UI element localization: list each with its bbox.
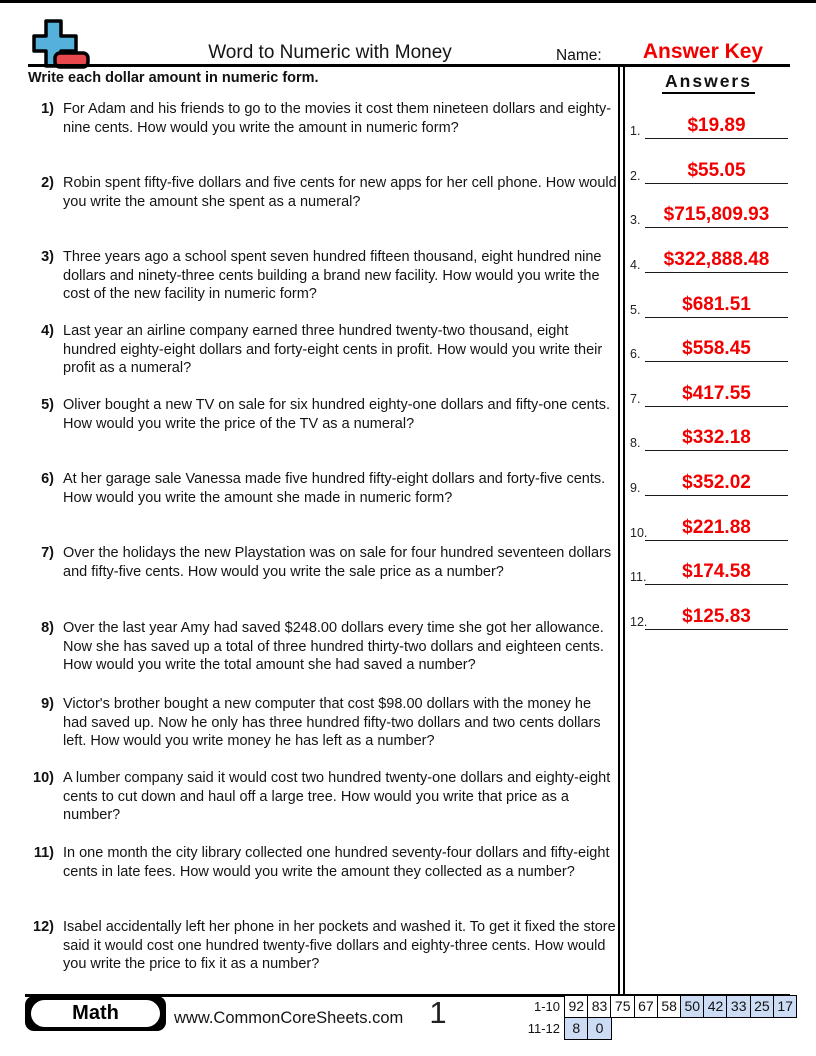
answer-number: 10. xyxy=(630,526,648,540)
score-cell: 50 xyxy=(680,995,705,1018)
answer-item-7 xyxy=(627,380,790,407)
question-number: 1) xyxy=(41,101,54,117)
score-cell: 58 xyxy=(657,995,682,1018)
question-number: 3) xyxy=(41,249,54,265)
question-item-7 xyxy=(28,544,620,581)
answer-line xyxy=(645,138,788,139)
answer-value: $332.18 xyxy=(682,427,751,448)
answer-number: 6. xyxy=(630,347,641,361)
answer-line xyxy=(645,584,788,585)
header-divider xyxy=(28,64,790,67)
question-text: Victor's brother bought a new computer that cost $98.00 dollars with the money he had saved up. Now he only has three hundred fifty-two dollars and two cents dollars left. How would you write money he has left as a number? xyxy=(63,696,601,750)
question-number: 2) xyxy=(41,175,54,191)
answer-item-10 xyxy=(627,514,790,541)
answer-item-12 xyxy=(627,603,790,630)
question-item-9 xyxy=(28,695,620,751)
answer-number: 8. xyxy=(630,436,641,450)
score-cell: 17 xyxy=(773,995,798,1018)
answer-value: $352.02 xyxy=(682,472,751,493)
score-cell: 0 xyxy=(587,1017,612,1040)
question-item-6 xyxy=(28,470,620,507)
question-item-3 xyxy=(28,248,620,304)
answer-item-5 xyxy=(627,291,790,318)
answer-number: 7. xyxy=(630,392,641,406)
question-item-5 xyxy=(28,396,620,433)
answer-line xyxy=(645,183,788,184)
answer-number: 2. xyxy=(630,169,641,183)
question-text: Over the last year Amy had saved $248.00 dollars every time she got her allowance. Now she has saved up a total of three hundred thirty-two dollars and eighteen cents. How would you write the total amount she had saved a number? xyxy=(63,620,604,674)
answer-value: $715,809.93 xyxy=(663,204,770,225)
question-text: Oliver bought a new TV on sale for six hundred eighty-one dollars and fifty-one cents. How would you write the price of the TV as a numeral? xyxy=(63,397,611,432)
answer-line xyxy=(645,361,788,362)
answer-value: $55.05 xyxy=(687,160,746,181)
answer-item-1 xyxy=(627,112,790,139)
answer-item-6 xyxy=(627,335,790,362)
score-cell: 92 xyxy=(564,995,589,1018)
answer-number: 3. xyxy=(630,213,641,227)
page-number: 1 xyxy=(429,995,447,1030)
question-text: Over the holidays the new Playstation was on sale for four hundred seventeen dollars and fifty-five cents. How would you write the sale price as a number? xyxy=(63,545,612,580)
answer-line xyxy=(645,406,788,407)
answer-value: $558.45 xyxy=(682,338,751,359)
question-item-11 xyxy=(28,844,620,881)
answer-line xyxy=(645,629,788,630)
answer-value: $174.58 xyxy=(682,561,751,582)
answer-number: 11. xyxy=(630,570,647,584)
website-text: www.CommonCoreSheets.com xyxy=(174,1009,404,1027)
math-badge xyxy=(25,996,166,1031)
answer-key-text: Answer Key xyxy=(642,40,764,63)
question-number: 6) xyxy=(41,471,54,487)
answer-value: $322,888.48 xyxy=(663,249,770,270)
question-number: 10) xyxy=(33,770,54,786)
answer-line xyxy=(645,495,788,496)
score-cell: 8 xyxy=(564,1017,589,1040)
answer-number: 12. xyxy=(630,615,648,629)
answer-number: 5. xyxy=(630,303,641,317)
answer-line xyxy=(645,272,788,273)
question-number: 11) xyxy=(33,845,54,861)
answer-item-9 xyxy=(627,469,790,496)
page-top-border xyxy=(0,0,816,3)
question-text: Last year an airline company earned three hundred twenty-two thousand, eight hundred eighty-eight dollars and forty-eight cents in profit. How would you write their profit as a numeral? xyxy=(63,323,603,377)
plus-minus-icon xyxy=(32,18,120,70)
question-number: 12) xyxy=(33,919,54,935)
score-cell: 75 xyxy=(610,995,635,1018)
score-row-label-1: 1-10 xyxy=(533,999,560,1014)
score-row-1 xyxy=(564,995,797,1018)
answer-item-8 xyxy=(627,424,790,451)
question-item-2 xyxy=(28,174,620,211)
question-text: For Adam and his friends to go to the movies it cost them nineteen dollars and eighty-nine cents. How would you write the amount in numeric form? xyxy=(63,101,612,136)
answers-separator-line-right xyxy=(623,66,625,995)
worksheet-title: Word to Numeric with Money xyxy=(208,42,452,63)
question-text: A lumber company said it would cost two hundred twenty-one dollars and eighty-eight cents to cut down and haul off a large tree. How would you write that price as a number? xyxy=(63,770,611,824)
score-cell: 25 xyxy=(750,995,775,1018)
question-text: At her garage sale Vanessa made five hundred fifty-eight dollars and forty-five cents. How would you write the amount she made in numeric form? xyxy=(63,471,606,506)
question-number: 7) xyxy=(41,545,54,561)
answer-item-3 xyxy=(627,201,790,228)
score-cell: 42 xyxy=(703,995,728,1018)
question-text: Three years ago a school spent seven hundred fifteen thousand, eight hundred nine dollars and ninety-three cents building a brand new facility. How would you write the cost of the new facility in numeric form? xyxy=(63,249,602,303)
question-number: 9) xyxy=(41,696,54,712)
instructions: Write each dollar amount in numeric form. xyxy=(28,70,319,86)
question-text: In one month the city library collected one hundred seventy-four dollars and fifty-eight cents in late fees. How would you write the amount they collected as a number? xyxy=(63,845,610,880)
question-text: Robin spent fifty-five dollars and five cents for new apps for her cell phone. How would you write the amount she spent as a numeral? xyxy=(63,175,617,210)
answer-value: $19.89 xyxy=(687,115,746,136)
question-item-4 xyxy=(28,322,620,378)
question-item-8 xyxy=(28,619,620,675)
answer-value: $125.83 xyxy=(682,606,751,627)
answer-line xyxy=(645,450,788,451)
answer-number: 9. xyxy=(630,481,641,495)
score-cell: 83 xyxy=(587,995,612,1018)
score-row-2 xyxy=(564,1017,612,1040)
answer-value: $221.88 xyxy=(682,517,751,538)
answer-line xyxy=(645,317,788,318)
question-number: 8) xyxy=(41,620,54,636)
answer-item-11 xyxy=(627,558,790,585)
question-item-10 xyxy=(28,769,620,825)
answer-line xyxy=(645,540,788,541)
question-item-1 xyxy=(28,100,620,137)
question-item-12 xyxy=(28,918,620,974)
question-text: Isabel accidentally left her phone in her pockets and washed it. To get it fixed the store said it would cost one hundred twenty-five dollars and eighty-three cents. How would you write the price to fix it as a number? xyxy=(63,919,616,973)
answers-heading-label: Answers xyxy=(662,71,755,94)
answer-line xyxy=(645,227,788,228)
answer-number: 4. xyxy=(630,258,641,272)
score-cell: 33 xyxy=(726,995,751,1018)
answer-item-4 xyxy=(627,246,790,273)
answers-heading xyxy=(627,71,790,92)
question-number: 4) xyxy=(41,323,54,339)
answer-number: 1. xyxy=(630,124,641,138)
question-number: 5) xyxy=(41,397,54,413)
math-badge-label: Math xyxy=(31,1000,160,1027)
name-label: Name: xyxy=(556,47,602,64)
answer-value: $417.55 xyxy=(682,383,751,404)
answer-value: $681.51 xyxy=(682,294,751,315)
answer-item-2 xyxy=(627,157,790,184)
score-row-label-2: 11-12 xyxy=(527,1021,560,1036)
score-cell: 67 xyxy=(634,995,659,1018)
